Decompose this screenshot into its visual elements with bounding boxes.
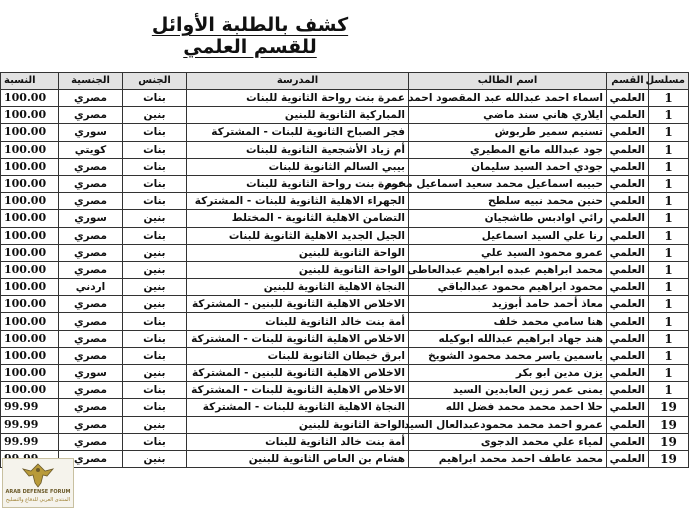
cell-gender: بنين — [123, 279, 187, 296]
cell-percent: 100.00 — [1, 244, 59, 261]
cell-name: هند جهاد ابراهيم عبدالله ابوكيله — [409, 330, 607, 347]
cell-school: عمرة بنت رواحة الثانوية للبنات — [187, 90, 409, 107]
results-table — [0, 72, 689, 468]
table-row — [1, 365, 689, 382]
cell-percent: 100.00 — [1, 210, 59, 227]
cell-nationality: سوري — [59, 124, 123, 141]
cell-name: معاذ أحمد حامد أبوزيد — [409, 296, 607, 313]
cell-serial: 1 — [649, 330, 689, 347]
cell-serial: 1 — [649, 193, 689, 210]
cell-serial: 1 — [649, 141, 689, 158]
cell-percent: 100.00 — [1, 193, 59, 210]
cell-school: الاخلاص الاهلية الثانوية للبنين - المشتركة — [187, 296, 409, 313]
cell-percent: 100.00 — [1, 141, 59, 158]
table-row — [1, 416, 689, 433]
cell-dept: العلمي — [607, 124, 649, 141]
table-row — [1, 347, 689, 364]
cell-school: الاخلاص الاهلية الثانوية للبنات - المشتركة — [187, 330, 409, 347]
cell-school: الجيل الجديد الاهلية الثانوية للبنات — [187, 227, 409, 244]
cell-dept: العلمي — [607, 158, 649, 175]
cell-dept: العلمي — [607, 365, 649, 382]
cell-gender: بنات — [123, 158, 187, 175]
cell-gender: بنات — [123, 193, 187, 210]
cell-serial: 1 — [649, 279, 689, 296]
cell-nationality: مصري — [59, 450, 123, 467]
page-title: كشف بالطلبة الأوائل للقسم العلمي — [151, 14, 349, 58]
cell-serial: 1 — [649, 365, 689, 382]
table-row — [1, 296, 689, 313]
cell-dept: العلمي — [607, 433, 649, 450]
cell-nationality: مصري — [59, 193, 123, 210]
cell-gender: بنين — [123, 261, 187, 278]
table-row — [1, 450, 689, 467]
cell-gender: بنين — [123, 210, 187, 227]
cell-nationality: مصري — [59, 158, 123, 175]
cell-name: رنا علي السيد اسماعيل — [409, 227, 607, 244]
cell-school: ابرق خيطان الثانوية للبنات — [187, 347, 409, 364]
header-gender: الجنس — [123, 73, 187, 90]
cell-nationality: مصري — [59, 107, 123, 124]
cell-dept: العلمي — [607, 313, 649, 330]
cell-percent: 100.00 — [1, 279, 59, 296]
table-row — [1, 382, 689, 399]
cell-gender: بنات — [123, 175, 187, 192]
cell-percent: 99.99 — [1, 416, 59, 433]
cell-dept: العلمي — [607, 330, 649, 347]
table-row — [1, 244, 689, 261]
cell-school: النجاة الاهلية الثانوية للبنين — [187, 279, 409, 296]
cell-school: الواحة الثانوية للبنين — [187, 416, 409, 433]
table-row — [1, 279, 689, 296]
cell-nationality: سوري — [59, 210, 123, 227]
cell-percent: 100.00 — [1, 365, 59, 382]
cell-gender: بنات — [123, 90, 187, 107]
header-percent: النسبة — [1, 73, 59, 90]
cell-percent: 100.00 — [1, 158, 59, 175]
cell-name: حلا احمد محمد محمد فضل الله — [409, 399, 607, 416]
cell-school: فجر الصباح الثانوية للبنات - المشتركة — [187, 124, 409, 141]
cell-nationality: مصري — [59, 433, 123, 450]
watermark-line1: ARAB DEFENSE FORUM — [5, 489, 71, 495]
cell-name: حبيبه اسماعيل محمد سعيد اسماعيل محرم — [409, 175, 607, 192]
header-name: اسم الطالب — [409, 73, 607, 90]
cell-dept: العلمي — [607, 261, 649, 278]
cell-dept: العلمي — [607, 141, 649, 158]
cell-name: لمياء علي محمد الدجوى — [409, 433, 607, 450]
cell-school: أمة بنت خالد الثانوية للبنات — [187, 433, 409, 450]
cell-percent: 100.00 — [1, 261, 59, 278]
cell-name: محمد عاطف احمد محمد ابراهيم — [409, 450, 607, 467]
eagle-logo-icon — [21, 461, 55, 489]
cell-dept: العلمي — [607, 210, 649, 227]
table-row — [1, 261, 689, 278]
cell-nationality: اردني — [59, 279, 123, 296]
cell-nationality: مصري — [59, 90, 123, 107]
cell-dept: العلمي — [607, 450, 649, 467]
table-row — [1, 433, 689, 450]
cell-name: حنين محمد نبيه سلطح — [409, 193, 607, 210]
cell-gender: بنين — [123, 365, 187, 382]
cell-serial: 19 — [649, 416, 689, 433]
cell-gender: بنات — [123, 141, 187, 158]
forum-watermark — [2, 458, 74, 508]
cell-percent: 99.99 — [1, 433, 59, 450]
cell-percent: 100.00 — [1, 90, 59, 107]
cell-percent: 100.00 — [1, 313, 59, 330]
table-row — [1, 107, 689, 124]
cell-dept: العلمي — [607, 416, 649, 433]
table-row — [1, 193, 689, 210]
cell-school: الاخلاص الاهلية الثانوية للبنين - المشتركة — [187, 365, 409, 382]
cell-name: عمرو احمد محمد محمودعبدالعال السيد — [409, 416, 607, 433]
table-row — [1, 330, 689, 347]
cell-name: يمنى عمر زين العابدين السيد — [409, 382, 607, 399]
cell-dept: العلمي — [607, 107, 649, 124]
cell-school: عمرة بنت رواحة الثانوية للبنات — [187, 175, 409, 192]
cell-nationality: مصري — [59, 399, 123, 416]
cell-school: الواحة الثانوية للبنين — [187, 244, 409, 261]
table-row — [1, 210, 689, 227]
cell-dept: العلمي — [607, 347, 649, 364]
cell-serial: 1 — [649, 382, 689, 399]
cell-school: النجاة الاهلية الثانوية للبنات - المشتركة — [187, 399, 409, 416]
results-sheet — [0, 72, 700, 468]
cell-dept: العلمي — [607, 279, 649, 296]
cell-nationality: مصري — [59, 347, 123, 364]
cell-percent: 100.00 — [1, 382, 59, 399]
cell-name: جودي احمد السيد سليمان — [409, 158, 607, 175]
cell-name: هنا سامي محمد خلف — [409, 313, 607, 330]
cell-dept: العلمي — [607, 193, 649, 210]
cell-name: رائي اوادبس طاشجيان — [409, 210, 607, 227]
cell-gender: بنين — [123, 244, 187, 261]
cell-percent: 100.00 — [1, 347, 59, 364]
cell-dept: العلمي — [607, 244, 649, 261]
cell-gender: بنات — [123, 399, 187, 416]
cell-serial: 1 — [649, 296, 689, 313]
table-row — [1, 124, 689, 141]
table-row — [1, 158, 689, 175]
cell-serial: 19 — [649, 399, 689, 416]
cell-school: الجهراء الاهلية الثانوية للبنات - المشتركة — [187, 193, 409, 210]
cell-percent: 100.00 — [1, 175, 59, 192]
cell-nationality: مصري — [59, 175, 123, 192]
cell-percent: 100.00 — [1, 107, 59, 124]
cell-nationality: مصري — [59, 296, 123, 313]
cell-serial: 1 — [649, 244, 689, 261]
header-serial: مسلسل — [649, 73, 689, 90]
cell-nationality: مصري — [59, 330, 123, 347]
cell-school: التضامن الاهلية الثانوية - المختلط — [187, 210, 409, 227]
cell-percent: 100.00 — [1, 227, 59, 244]
cell-nationality: سوري — [59, 365, 123, 382]
table-row — [1, 399, 689, 416]
cell-serial: 1 — [649, 158, 689, 175]
cell-gender: بنات — [123, 330, 187, 347]
cell-serial: 1 — [649, 347, 689, 364]
cell-name: يزن مدين ابو بكر — [409, 365, 607, 382]
cell-gender: بنين — [123, 107, 187, 124]
table-row — [1, 227, 689, 244]
cell-gender: بنين — [123, 416, 187, 433]
cell-school: أمة بنت خالد الثانوية للبنات — [187, 313, 409, 330]
cell-name: ياسمين ياسر محمد محمود الشويخ — [409, 347, 607, 364]
cell-gender: بنات — [123, 433, 187, 450]
cell-nationality: مصري — [59, 382, 123, 399]
cell-dept: العلمي — [607, 227, 649, 244]
cell-percent: 100.00 — [1, 124, 59, 141]
cell-school: أم زياد الأشجعية الثانوية للبنات — [187, 141, 409, 158]
table-row — [1, 313, 689, 330]
cell-percent: 99.99 — [1, 399, 59, 416]
table-row — [1, 175, 689, 192]
cell-nationality: مصري — [59, 261, 123, 278]
header-dept: القسم — [607, 73, 649, 90]
watermark-line2: المنتدى العربي للدفاع والتسليح — [5, 497, 71, 503]
cell-serial: 1 — [649, 313, 689, 330]
table-row — [1, 141, 689, 158]
cell-gender: بنات — [123, 382, 187, 399]
cell-school: الواحة الثانوية للبنين — [187, 261, 409, 278]
cell-name: محمود ابراهيم محمود عبدالباقي — [409, 279, 607, 296]
cell-gender: بنين — [123, 296, 187, 313]
cell-name: عمرو محمود السيد علي — [409, 244, 607, 261]
cell-serial: 19 — [649, 433, 689, 450]
cell-serial: 1 — [649, 227, 689, 244]
cell-dept: العلمي — [607, 382, 649, 399]
table-row — [1, 90, 689, 107]
cell-name: اسماء احمد عبدالله عبد المقصود احمد — [409, 90, 607, 107]
cell-name: محمد ابراهيم عبده ابراهيم عبدالعاطى — [409, 261, 607, 278]
cell-serial: 1 — [649, 210, 689, 227]
cell-serial: 1 — [649, 175, 689, 192]
cell-percent: 100.00 — [1, 330, 59, 347]
cell-gender: بنات — [123, 313, 187, 330]
cell-gender: بنات — [123, 347, 187, 364]
cell-nationality: مصري — [59, 416, 123, 433]
table-header-row — [1, 73, 689, 90]
header-nationality: الجنسية — [59, 73, 123, 90]
cell-serial: 1 — [649, 261, 689, 278]
cell-dept: العلمي — [607, 296, 649, 313]
cell-dept: العلمي — [607, 399, 649, 416]
cell-percent: 100.00 — [1, 296, 59, 313]
cell-serial: 19 — [649, 450, 689, 467]
cell-school: المباركية الثانوية للبنين — [187, 107, 409, 124]
cell-name: جود عبدالله مانع المطيري — [409, 141, 607, 158]
cell-dept: العلمي — [607, 175, 649, 192]
cell-serial: 1 — [649, 124, 689, 141]
cell-name: ايلاري هاني سند ماضي — [409, 107, 607, 124]
cell-nationality: كويتي — [59, 141, 123, 158]
cell-dept: العلمي — [607, 90, 649, 107]
cell-nationality: مصري — [59, 227, 123, 244]
cell-gender: بنات — [123, 227, 187, 244]
cell-gender: بنات — [123, 124, 187, 141]
cell-gender: بنين — [123, 450, 187, 467]
cell-serial: 1 — [649, 90, 689, 107]
cell-serial: 1 — [649, 107, 689, 124]
cell-school: بيبي السالم الثانوية للبنات — [187, 158, 409, 175]
cell-school: هشام بن العاص الثانوية للبنين — [187, 450, 409, 467]
cell-nationality: مصري — [59, 244, 123, 261]
header-school: المدرسة — [187, 73, 409, 90]
cell-name: تسنيم سمير طربوش — [409, 124, 607, 141]
cell-school: الاخلاص الاهلية الثانوية للبنات - المشتركة — [187, 382, 409, 399]
cell-nationality: مصري — [59, 313, 123, 330]
